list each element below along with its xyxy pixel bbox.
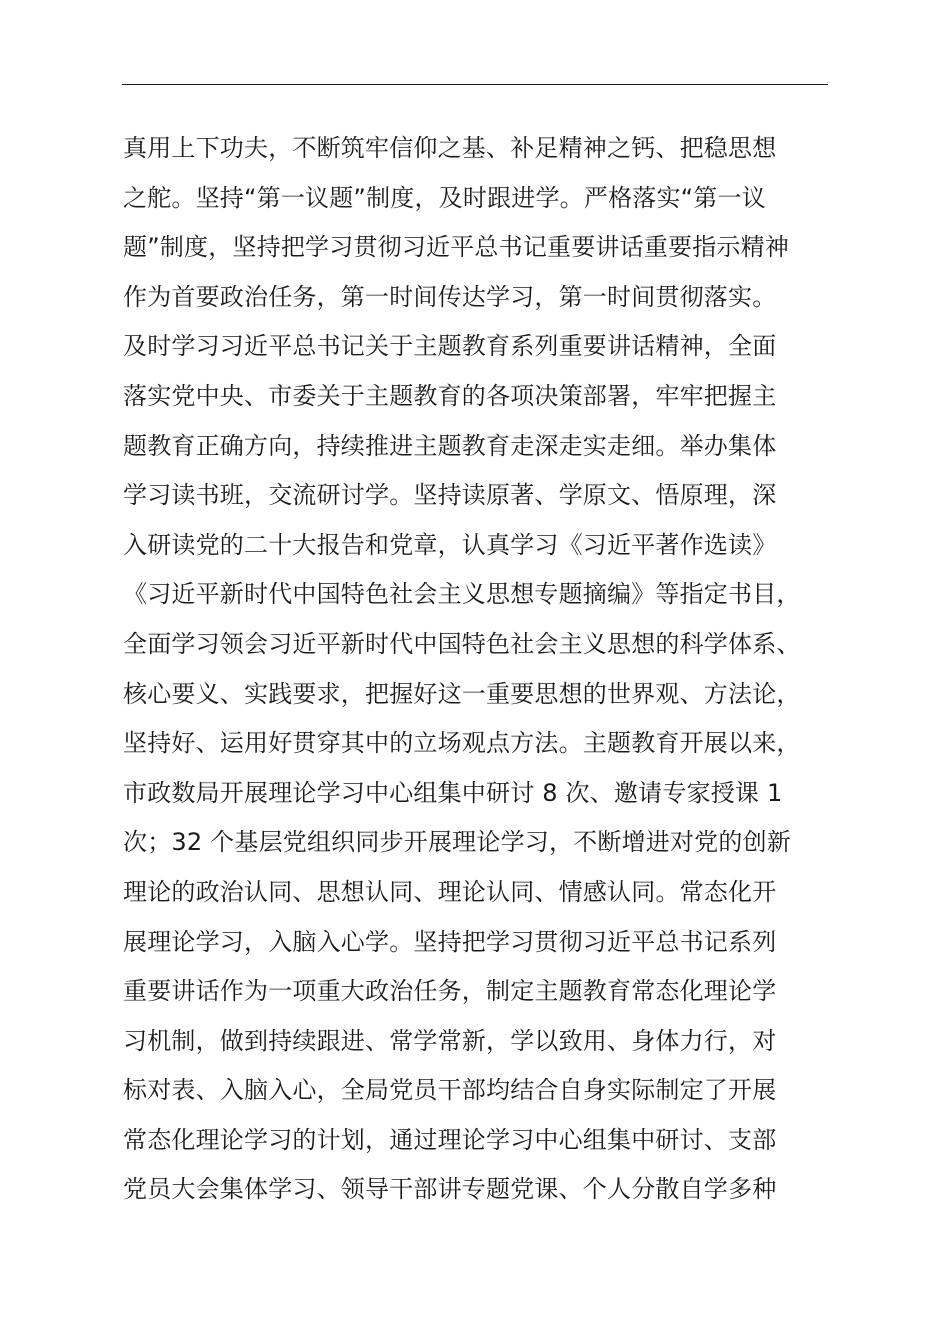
- text-line: 落实党中央、市委关于主题教育的各项决策部署，牢牢把握主: [123, 381, 777, 410]
- text-line: 入研读党的二十大报告和党章，认真学习《习近平著作选读》: [123, 530, 777, 559]
- text-line: 标对表、入脑入心，全局党员干部均结合自身实际制定了开展: [123, 1076, 777, 1105]
- text-line: 《习近平新时代中国特色社会主义思想专题摘编》等指定书目，: [123, 580, 801, 609]
- text-line: 题教育正确方向，持续推进主题教育走深走实走细。举办集体: [123, 431, 777, 460]
- text-line: 市政数局开展理论学习中心组集中研讨 8 次、邀请专家授课 1: [123, 778, 783, 807]
- text-line: 次；32 个基层党组织同步开展理论学习，不断增进对党的创新: [123, 828, 791, 857]
- text-line: 重要讲话作为一项重大政治任务，制定主题教育常态化理论学: [123, 977, 777, 1006]
- header-rule: [122, 84, 828, 85]
- text-line: 学习读书班，交流研讨学。坚持读原著、学原文、悟原理，深: [123, 481, 777, 510]
- text-line: 题”制度，坚持把学习贯彻习近平总书记重要讲话重要指示精神: [123, 233, 790, 262]
- text-line: 理论的政治认同、思想认同、理论认同、情感认同。常态化开: [123, 877, 777, 906]
- text-line: 展理论学习，入脑入心学。坚持把学习贯彻习近平总书记系列: [123, 927, 777, 956]
- text-line: 真用上下功夫，不断筑牢信仰之基、补足精神之钙、把稳思想: [123, 134, 777, 162]
- text-line: 常态化理论学习的计划，通过理论学习中心组集中研讨、支部: [123, 1125, 777, 1154]
- text-line: 坚持好、运用好贯穿其中的立场观点方法。主题教育开展以来，: [123, 729, 801, 758]
- body-paragraph: [123, 124, 853, 1215]
- text-line: 习机制，做到持续跟进、常学常新，学以致用、身体力行，对: [123, 1026, 777, 1055]
- text-line: 之舵。坚持“第一议题”制度，及时跟进学。严格落实“第一议: [123, 183, 766, 212]
- text-line: 及时学习习近平总书记关于主题教育系列重要讲话精神，全面: [123, 332, 777, 361]
- text-line: 核心要义、实践要求，把握好这一重要思想的世界观、方法论，: [123, 679, 801, 708]
- text-line: 全面学习领会习近平新时代中国特色社会主义思想的科学体系、: [123, 629, 801, 658]
- text-line: 党员大会集体学习、领导干部讲专题党课、个人分散自学多种: [123, 1175, 777, 1204]
- text-line: 作为首要政治任务，第一时间传达学习，第一时间贯彻落实。: [123, 282, 777, 311]
